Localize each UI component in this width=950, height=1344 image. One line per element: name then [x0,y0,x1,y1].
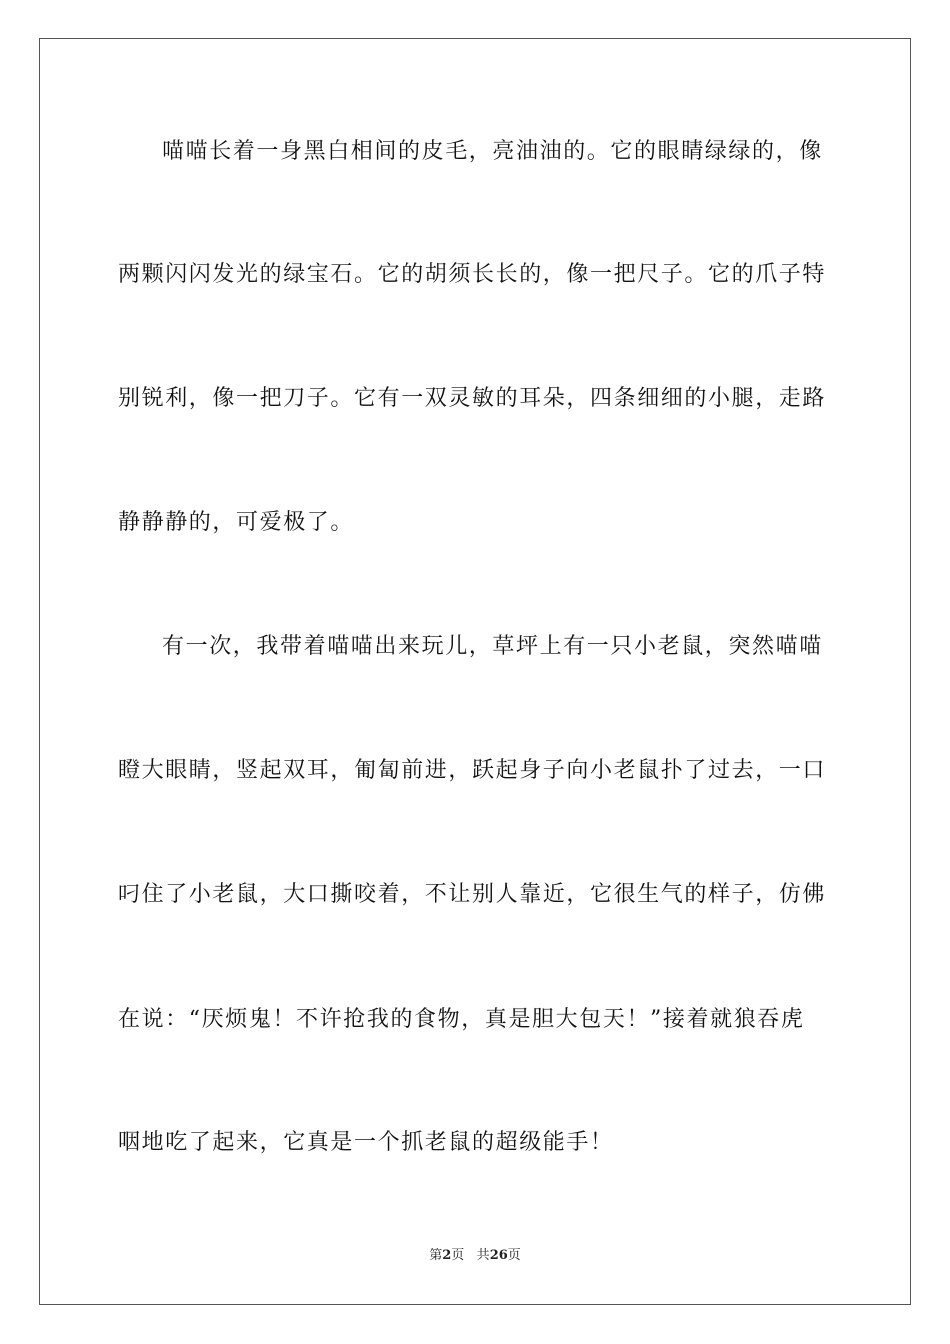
paragraph-1-line-3: 别锐利，像一把刀子。它有一双灵敏的耳朵，四条细细的小腿，走路 [118,386,827,411]
paragraph-2-line-4: 在说：“厌烦鬼！不许抢我的食物，真是胆大包天！”接着就狼吞虎 [118,1007,805,1032]
paragraph-2-line-3: 叼住了小老鼠，大口撕咬着，不让别人靠近，它很生气的样子，仿佛 [118,882,827,907]
paragraph-2-line-5: 咽地吃了起来，它真是一个抓老鼠的超级能手！ [118,1130,614,1155]
paragraph-1-line-4: 静静静的，可爱极了。 [118,510,355,535]
page-number: 2 [442,1248,452,1263]
page-label-prefix: 第 [429,1248,443,1263]
paragraph-1-line-2: 两颗闪闪发光的绿宝石。它的胡须长长的，像一把尺子。它的爪子特 [118,262,827,287]
page-border [39,38,911,1305]
total-label-suffix: 页 [507,1248,521,1263]
paragraph-2-line-2: 瞪大眼睛，竖起双耳，匍匐前进，跃起身子向小老鼠扑了过去，一口 [118,758,827,783]
total-label-prefix: 共 [476,1248,490,1263]
paragraph-2-line-1: 有一次，我带着喵喵出来玩儿，草坪上有一只小老鼠，突然喵喵 [162,634,823,659]
paragraph-1-line-1: 喵喵长着一身黑白相间的皮毛，亮油油的。它的眼睛绿绿的，像 [162,139,823,164]
page-label-suffix: 页 [451,1248,465,1263]
total-pages: 26 [489,1248,508,1263]
page-footer [0,1247,950,1265]
